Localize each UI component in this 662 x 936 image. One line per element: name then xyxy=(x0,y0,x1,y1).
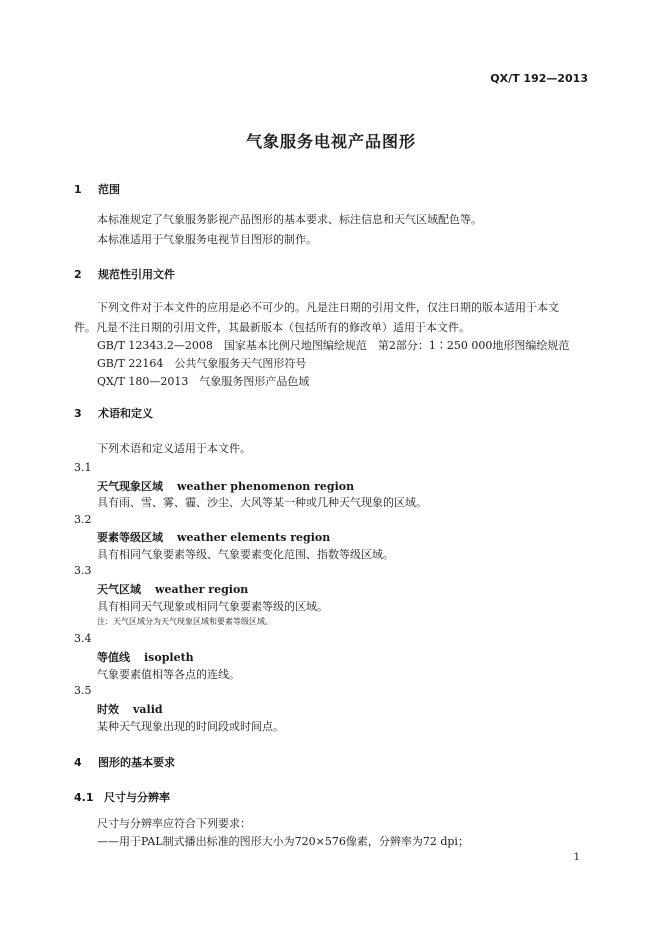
normative-reference: QX/T 180—2013 气象服务图形产品色域 xyxy=(97,375,310,388)
section-number: 3 xyxy=(74,407,82,420)
section-1-heading xyxy=(74,181,120,197)
term-english: weather region xyxy=(155,583,249,596)
section-3-heading xyxy=(74,405,153,421)
term-english: isopleth xyxy=(144,651,194,664)
term-definition: 具有雨、雪、雾、霾、沙尘、大风等某一种或几种天气现象的区域。 xyxy=(97,496,427,509)
term-number: 3.1 xyxy=(74,461,92,474)
term-number: 3.3 xyxy=(74,564,92,577)
section-1-paragraph-2: 本标准适用于气象服务电视节目图形的制作。 xyxy=(97,233,317,246)
term-heading xyxy=(97,581,248,597)
term-english: weather phenomenon region xyxy=(177,480,355,493)
term-chinese: 等值线 xyxy=(97,651,130,664)
term-english: weather elements region xyxy=(177,531,331,544)
section-title: 术语和定义 xyxy=(98,407,153,420)
section-title: 范围 xyxy=(98,183,120,196)
term-number: 3.5 xyxy=(74,684,92,697)
term-heading xyxy=(97,478,354,494)
section-title: 图形的基本要求 xyxy=(98,756,175,769)
section-2-paragraph-line-2: 件。凡是不注日期的引用文件，其最新版本（包括所有的修改单）适用于本文件。 xyxy=(74,321,470,334)
section-4-paragraph-1: 尺寸与分辨率应符合下列要求： xyxy=(97,817,251,830)
term-number: 3.4 xyxy=(74,632,92,645)
term-chinese: 天气区域 xyxy=(97,583,141,596)
term-number: 3.2 xyxy=(74,513,92,526)
term-chinese: 要素等级区域 xyxy=(97,531,163,544)
document-title: 气象服务电视产品图形 xyxy=(245,132,416,151)
page-number: 1 xyxy=(573,852,580,863)
section-number: 1 xyxy=(74,183,82,196)
section-4-list-item: ——用于PAL制式播出标准的图形大小为720×576像素，分辨率为72 dpi； xyxy=(97,835,469,848)
term-definition: 某种天气现象出现的时间段或时间点。 xyxy=(97,720,284,733)
section-2-paragraph-line-1: 下列文件对于本文件的应用是必不可少的。凡是注日期的引用文件，仅注日期的版本适用于本文 xyxy=(97,301,559,314)
term-chinese: 天气现象区域 xyxy=(97,480,163,493)
section-2-heading xyxy=(74,266,175,282)
subsection-4-1-heading xyxy=(74,789,170,805)
section-3-intro: 下列术语和定义适用于本文件。 xyxy=(97,442,251,455)
section-4-heading xyxy=(74,754,175,770)
term-note: 注：天气区域分为天气现象区域和要素等级区域。 xyxy=(97,617,273,626)
document-code: QX/T 192—2013 xyxy=(490,72,588,85)
section-number: 4 xyxy=(74,756,82,769)
term-heading xyxy=(97,649,194,665)
section-title: 规范性引用文件 xyxy=(98,268,175,281)
term-definition: 气象要素值相等各点的连线。 xyxy=(97,668,240,681)
normative-reference: GB/T 22164 公共气象服务天气图形符号 xyxy=(97,357,307,370)
normative-reference: GB/T 12343.2—2008 国家基本比例尺地图编绘规范 第2部分：1∶250 000地形图编绘规范 xyxy=(97,339,570,352)
term-definition: 具有相同气象要素等级、气象要素变化范围、指数等级区域。 xyxy=(97,548,394,561)
subsection-title: 尺寸与分辨率 xyxy=(104,791,170,804)
section-1-paragraph-1: 本标准规定了气象服务影视产品图形的基本要求、标注信息和天气区域配色等。 xyxy=(97,213,482,226)
term-heading xyxy=(97,529,330,545)
term-english: valid xyxy=(133,703,163,716)
section-number: 2 xyxy=(74,268,82,281)
term-heading xyxy=(97,701,163,717)
term-chinese: 时效 xyxy=(97,703,119,716)
subsection-number: 4.1 xyxy=(74,791,94,804)
term-definition: 具有相同天气现象或相同气象要素等级的区域。 xyxy=(97,600,328,613)
